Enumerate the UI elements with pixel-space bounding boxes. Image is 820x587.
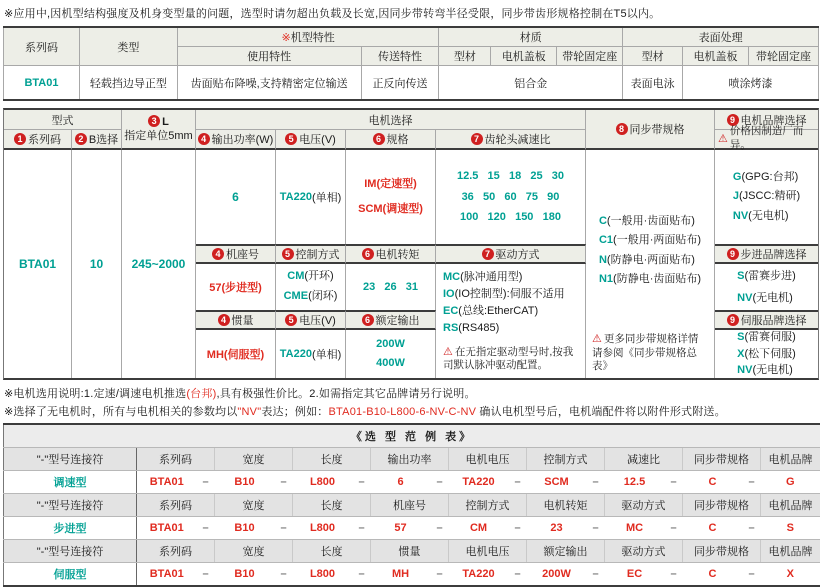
belt-options: C(一般用·齿面贴布) C1(一般用·两面贴布) N(防静电·两面贴布) N1(防静电·齿面贴布) ⚠ 更多同步带规格详情请参阅《同步带规格总表》: [586, 150, 715, 378]
data-row-stepper: 步进型 BTA01 – B10 – L800 – 57 – CM – 23 – MC – C – S: [4, 517, 820, 540]
dash-separator: –: [587, 471, 605, 494]
gear-ratios: 12.5 15 18 25 30 36 50 60 75 90 100 120 150 180: [436, 150, 586, 244]
dash-separator: –: [431, 517, 449, 540]
dash-separator: –: [743, 517, 761, 540]
spec-table: [3, 26, 819, 101]
dash-separator: –: [275, 517, 293, 540]
header-row-servo: "-"型号连接符 系列码 宽度 长度 惯量 电机电压 额定输出 驱动方式 同步带规格 电机品牌: [4, 540, 820, 563]
dash-separator: –: [665, 517, 683, 540]
use-value: 齿面贴布降噪,支持精密定位输送: [177, 66, 361, 101]
col-header-cover2: 电机盖板: [683, 47, 749, 66]
dash-separator: –: [509, 471, 527, 494]
subheader-servo-brand: 9 伺服品牌选择: [715, 310, 818, 330]
row-label: 步进型: [4, 517, 137, 540]
drive-options: MC(脉冲通用型) IO(IO控制型):伺服不适用 EC(总线:EtherCAT) RS(RS485) ⚠ 在无指定驱动型号时,按我司默认脉冲驱动配置。: [436, 264, 586, 378]
b-value: 10: [72, 150, 122, 378]
dash-separator: –: [275, 471, 293, 494]
col-header-belt: 8 同步带规格: [586, 110, 715, 150]
group-header-surface: 表面处理: [623, 27, 819, 47]
group-header-motor: 电机选择: [196, 110, 586, 130]
col-header-series-code: 1 系列码: [4, 130, 72, 150]
subheader-torque: 6 电机转矩: [346, 244, 436, 264]
subheader-inertia: 4 惯量: [196, 310, 276, 330]
type-value: 轻载挡边导正型: [79, 66, 177, 101]
dash-separator: –: [353, 517, 371, 540]
dash-separator: –: [743, 563, 761, 587]
dash-separator: –: [197, 471, 215, 494]
col-header-use: 使用特性: [177, 47, 361, 66]
col-header-series: 系列码: [4, 27, 80, 66]
col-header-spec: 6 规格: [346, 130, 436, 150]
warning-icon: ⚠: [718, 132, 728, 146]
series-value: BTA01: [4, 150, 72, 378]
surface-profile-value: 表面电泳: [623, 66, 683, 101]
col-header-cover: 电机盖板: [491, 47, 557, 66]
control-values: CM(开环) CME(闭环): [276, 264, 346, 310]
data-row-servo: 伺服型 BTA01 – B10 – L800 – MH – TA220 – 200W – EC – C – X: [4, 563, 820, 587]
stepper-brand-options: S(雷赛步进) NV(无电机): [715, 264, 818, 310]
circled-1-icon: 1: [14, 133, 26, 145]
l-range-value: 245~2000: [122, 150, 196, 378]
dash-separator: –: [353, 563, 371, 587]
no-motor-note: ※选择了无电机时，所有与电机相关的参数均以"NV"表达；例如：BTA01-B10-L800-6-NV-C-NV 确认电机型号后，电机端配件将以附件形式附送。: [4, 403, 818, 419]
circled-6-icon: 6: [373, 133, 385, 145]
brand-price-note: ⚠ 价格因制造厂而异。: [715, 130, 818, 150]
circled-4-icon: 4: [198, 133, 210, 145]
dash-separator: –: [587, 563, 605, 587]
subheader-output: 6 额定输出: [346, 310, 436, 330]
spec-scm: SCM(调速型): [358, 197, 423, 222]
dash-separator: –: [197, 517, 215, 540]
asterisk-mark: ※: [282, 32, 291, 44]
dash-separator: –: [431, 471, 449, 494]
col-header-l: 3 L 指定单位5mm: [122, 110, 196, 150]
data-row-speed: 调速型 BTA01 – B10 – L800 – 6 – TA220 – SCM – 12.5 – C – G: [4, 471, 820, 494]
circled-6-icon: 6: [362, 248, 374, 260]
circled-6-icon: 6: [362, 314, 374, 326]
col-header-pulley2: 带轮固定座: [749, 47, 819, 66]
dash-separator: –: [587, 517, 605, 540]
example-table-title: 《选 型 范 例 表》: [4, 424, 820, 448]
rated-output-values: 200W 400W: [346, 330, 436, 378]
servo-brand-options: S(雷赛伺服) X(松下伺服) NV(无电机): [715, 330, 818, 378]
spec-im: IM(定速型): [364, 172, 417, 197]
col-header-profile2: 型材: [623, 47, 683, 66]
col-header-profile: 型材: [439, 47, 491, 66]
dash-separator: –: [665, 563, 683, 587]
subheader-voltage2: 5 电压(V): [276, 310, 346, 330]
subheader-control: 5 控制方式: [276, 244, 346, 264]
connector-label: "-"型号连接符: [4, 494, 137, 517]
circled-2-icon: 2: [75, 133, 87, 145]
usage-note: ※应用中,因机型结构强度及机身变型量的问题，选型时请勿超出负载及长宽,因同步带转弯半径受限，同步带齿形规格控制在T5以内。: [4, 5, 818, 21]
circled-5-icon: 5: [285, 133, 297, 145]
connector-label: "-"型号连接符: [4, 448, 137, 471]
dash-separator: –: [197, 563, 215, 587]
frame-value: 57(步进型): [196, 264, 276, 310]
dash-separator: –: [665, 471, 683, 494]
circled-8-icon: 8: [616, 123, 628, 135]
circled-7-icon: 7: [482, 248, 494, 260]
dash-separator: –: [275, 563, 293, 587]
row-label: 伺服型: [4, 563, 137, 587]
selection-table: [3, 108, 819, 380]
power-value: 6: [196, 150, 276, 244]
torque-values: 23 26 31: [346, 264, 436, 310]
subheader-frame: 4 机座号: [196, 244, 276, 264]
dash-separator: –: [509, 517, 527, 540]
col-header-ratio: 7 齿轮头减速比: [436, 130, 586, 150]
transfer-value: 正反向传送: [361, 66, 439, 101]
material-value: 铝合金: [439, 66, 623, 101]
header-row-stepper: "-"型号连接符 系列码 宽度 长度 机座号 控制方式 电机转矩 驱动方式 同步带规格 电机品牌: [4, 494, 820, 517]
motor-brand-options: G(GPG:台邦) J(JSCC:精研) NV(无电机): [715, 150, 818, 244]
surface-paint-value: 喷涂烤漆: [683, 66, 819, 101]
col-header-transfer: 传送特性: [361, 47, 439, 66]
subheader-drive: 7 驱动方式: [436, 244, 586, 264]
servo-voltage-value: TA220 (单相): [276, 330, 346, 378]
warning-icon: ⚠: [592, 333, 602, 345]
col-header-b-select: 2 B选择: [72, 130, 122, 150]
group-header-features: ※机型特性: [177, 27, 439, 47]
group-header-model: 型式: [4, 110, 122, 130]
circled-5-icon: 5: [285, 314, 297, 326]
circled-9-icon: 9: [727, 114, 739, 126]
dash-separator: –: [509, 563, 527, 587]
connector-label: "-"型号连接符: [4, 540, 137, 563]
belt-note: ⚠ 更多同步带规格详情请参阅《同步带规格总表》: [592, 332, 708, 374]
example-table: [3, 423, 820, 587]
warning-icon: ⚠: [443, 346, 453, 358]
circled-4-icon: 4: [212, 248, 224, 260]
col-header-type: 类型: [79, 27, 177, 66]
series-code: BTA01: [4, 66, 80, 101]
circled-4-icon: 4: [218, 314, 230, 326]
col-header-pulley: 带轮固定座: [557, 47, 623, 66]
col-header-power: 4 输出功率(W): [196, 130, 276, 150]
group-header-material: 材质: [439, 27, 623, 47]
spec-values: [346, 150, 436, 244]
circled-9-icon: 9: [727, 314, 739, 326]
col-header-voltage: 5 电压(V): [276, 130, 346, 150]
voltage-value: TA220 (单相): [276, 150, 346, 244]
dash-separator: –: [743, 471, 761, 494]
dash-separator: –: [431, 563, 449, 587]
drive-note: ⚠ 在无指定驱动型号时,按我司默认脉冲驱动配置。: [443, 345, 578, 373]
circled-5-icon: 5: [282, 248, 294, 260]
circled-3-icon: 3: [148, 115, 160, 127]
header-row-speed: "-"型号连接符 系列码 宽度 长度 输出功率 电机电压 控制方式 减速比 同步带规格 电机品牌: [4, 448, 820, 471]
col-header-brand: 9 电机品牌选择: [715, 110, 818, 130]
circled-9-icon: 9: [727, 248, 739, 260]
dash-separator: –: [353, 471, 371, 494]
inertia-value: MH(伺服型): [196, 330, 276, 378]
motor-selection-note: ※电机选用说明:1.定速/调速电机推选(台邦),具有极强性价比。2.如需指定其它品牌请另行说明。: [4, 385, 818, 401]
row-label: 调速型: [4, 471, 137, 494]
subheader-stepper-brand: 9 步进品牌选择: [715, 244, 818, 264]
circled-7-icon: 7: [471, 133, 483, 145]
